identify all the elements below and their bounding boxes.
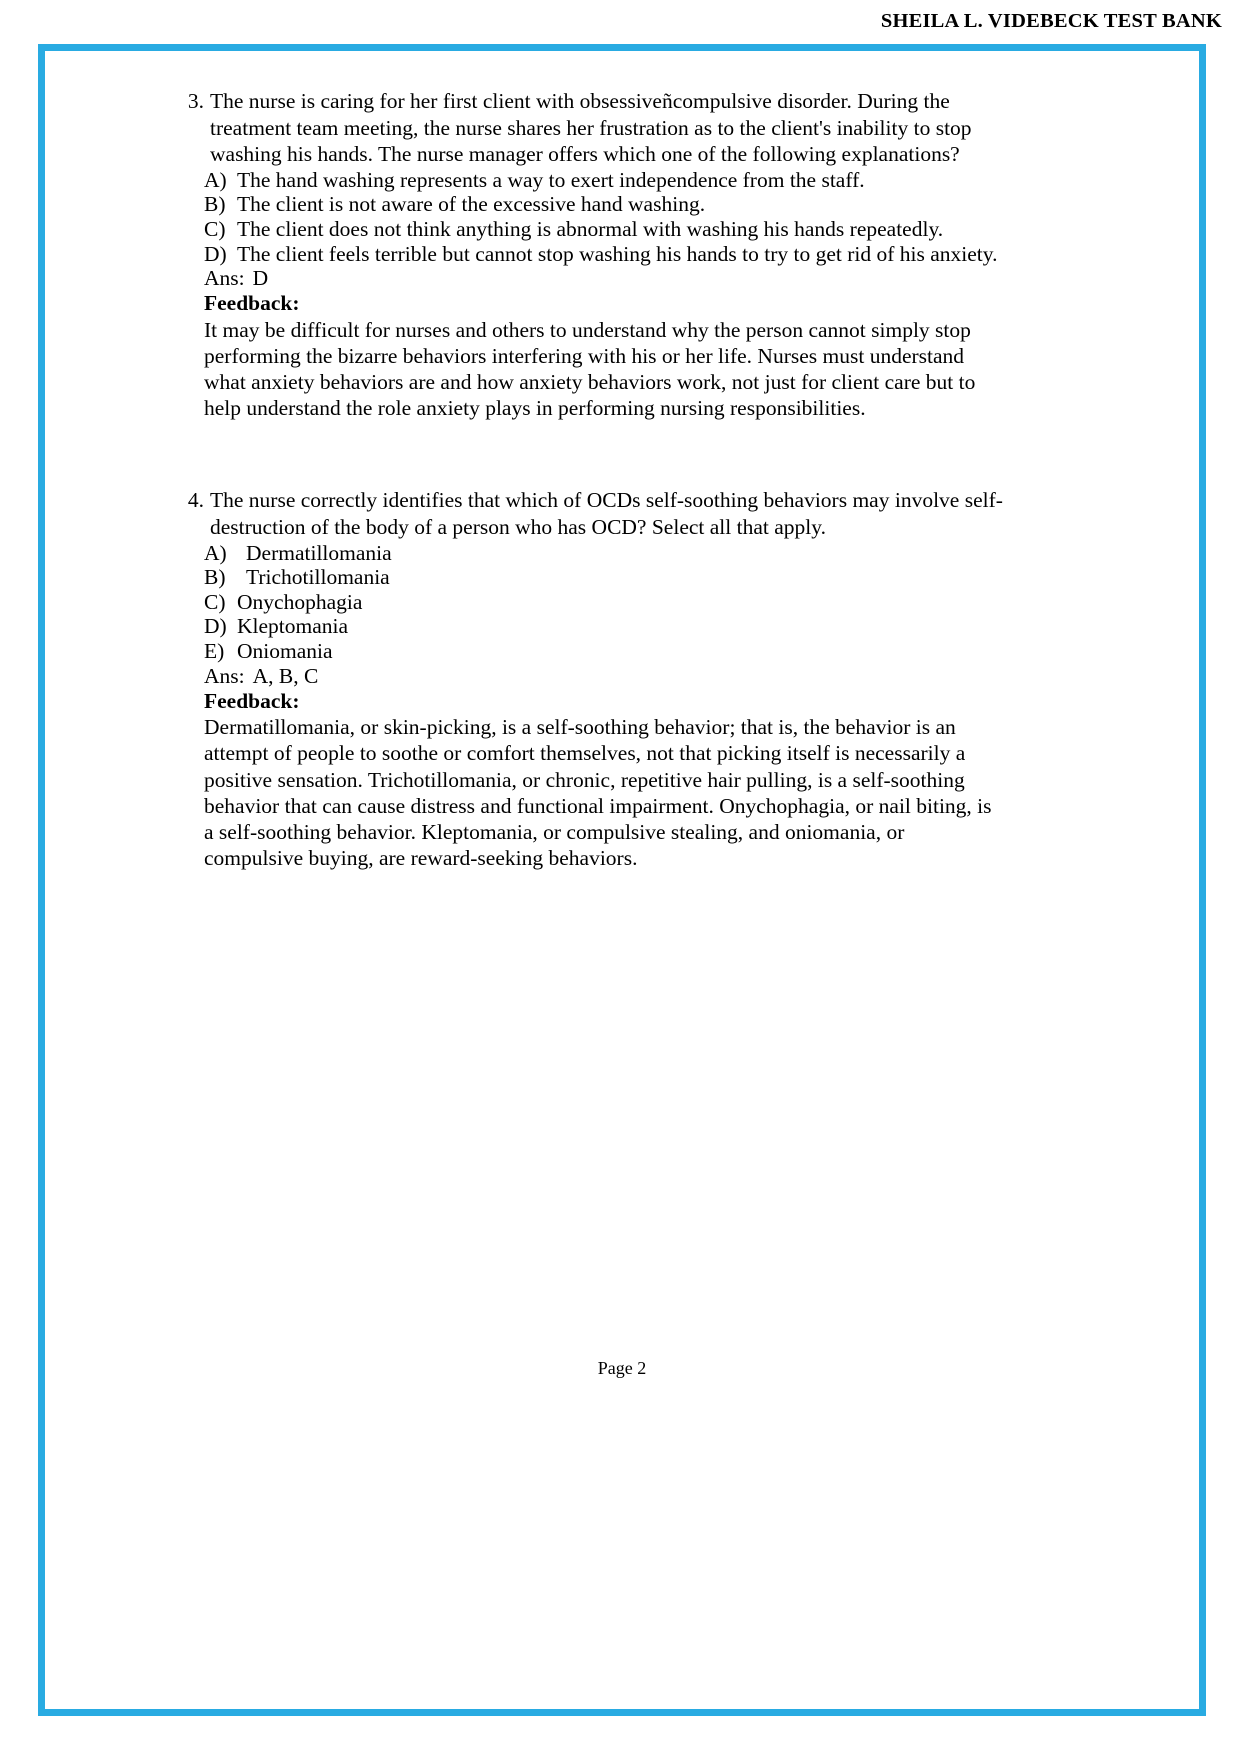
question-text-4: The nurse correctly identifies that which of OCDs self-soothing behaviors may involve self-destruction of the body of a person who has OCD? Select all that apply. [210,488,1003,540]
option-text-4-a: Dermatillomania [246,540,392,565]
option-letter-4-a: A) [204,540,227,565]
document-content [170,88,1020,871]
question-stem-3 [170,88,1020,168]
option-text-3-a: The hand washing represents a way to exert independence from the staff. [237,167,865,192]
option-text-4-b: Trichotillomania [246,565,390,590]
question-block-3 [170,88,1020,421]
option-row-4-d[interactable] [170,614,1020,639]
option-letter-3-a: A) [204,167,227,192]
option-row-4-e[interactable] [170,639,1020,664]
answer-line-4 [170,664,1020,689]
answer-line-3 [170,266,1020,291]
option-text-4-d: Kleptomania [237,614,349,639]
answer-label-4: Ans: [204,663,245,688]
option-row-4-a[interactable] [170,541,1020,566]
option-row-3-c[interactable] [170,217,1020,242]
option-letter-4-d: D) [204,614,227,639]
option-letter-3-d: D) [204,241,227,266]
option-text-3-d: The client feels terrible but cannot stop washing his hands to try to get rid of his anxiety. [237,241,998,266]
option-row-4-c[interactable] [170,590,1020,615]
question-stem-4 [170,487,1020,540]
feedback-label-3: Feedback: [204,291,300,316]
option-row-3-a[interactable] [170,168,1020,193]
answer-value-3: D [252,266,269,291]
feedback-body-4: Dermatillomania, or skin-picking, is a self-soothing behavior; that is, the behavior is an attempt of people to soothe or comfort themselves, not that picking itself is necessarily a positive sensation. Trichotillomania, or chronic, repetitive hair pulling, is a self-soothing behavior that can cause distress and functional impairment. Onychophagia, or nail biting, is a self-soothing behavior. Kleptomania, or compulsive stealing, and oniomania, or compulsive buying, are reward-seeking behaviors. [204,715,992,871]
option-letter-3-b: B) [204,192,226,217]
option-letter-3-c: C) [204,216,226,241]
option-text-4-e: Oniomania [237,639,333,664]
option-text-3-b: The client is not aware of the excessive hand washing. [237,192,706,217]
option-text-3-c: The client does not think anything is abnormal with washing his hands repeatedly. [237,216,944,241]
page-footer [0,1358,1244,1379]
question-text-3: The nurse is caring for her first client with obsessiveñcompulsive disorder. During the treatment team meeting, the nurse shares her frustration as to the client's inability to stop washing his hands. The nurse manager offers which one of the following explanations? [210,89,972,167]
page-number-label: Page 2 [597,1358,647,1378]
option-row-3-d[interactable] [170,242,1020,267]
option-letter-4-c: C) [204,589,226,614]
question-block-4 [170,487,1020,871]
answer-label-3: Ans: [204,266,245,291]
running-header-title: SHEILA L. VIDEBECK TEST BANK [880,9,1222,32]
running-header [0,0,1244,42]
feedback-body-3: It may be difficult for nurses and others to understand why the person cannot simply stop performing the bizarre behaviors interfering with his or her life. Nurses must understand what anxiety behaviors are and how anxiety behaviors work, not just for client care but to help understand the role anxiety plays in performing nursing responsibilities. [204,317,976,421]
answer-value-4: A, B, C [252,663,319,688]
question-number-3: 3. [187,89,204,113]
option-list-3 [170,168,1020,266]
feedback-label-4: Feedback: [204,688,300,713]
option-letter-4-b: B) [204,565,226,590]
question-spacer [170,421,1020,487]
option-list-4 [170,541,1020,664]
option-letter-4-e: E) [204,639,225,664]
option-row-4-b[interactable] [170,565,1020,590]
option-row-3-b[interactable] [170,192,1020,217]
question-number-4: 4. [187,488,204,513]
option-text-4-c: Onychophagia [237,589,363,614]
